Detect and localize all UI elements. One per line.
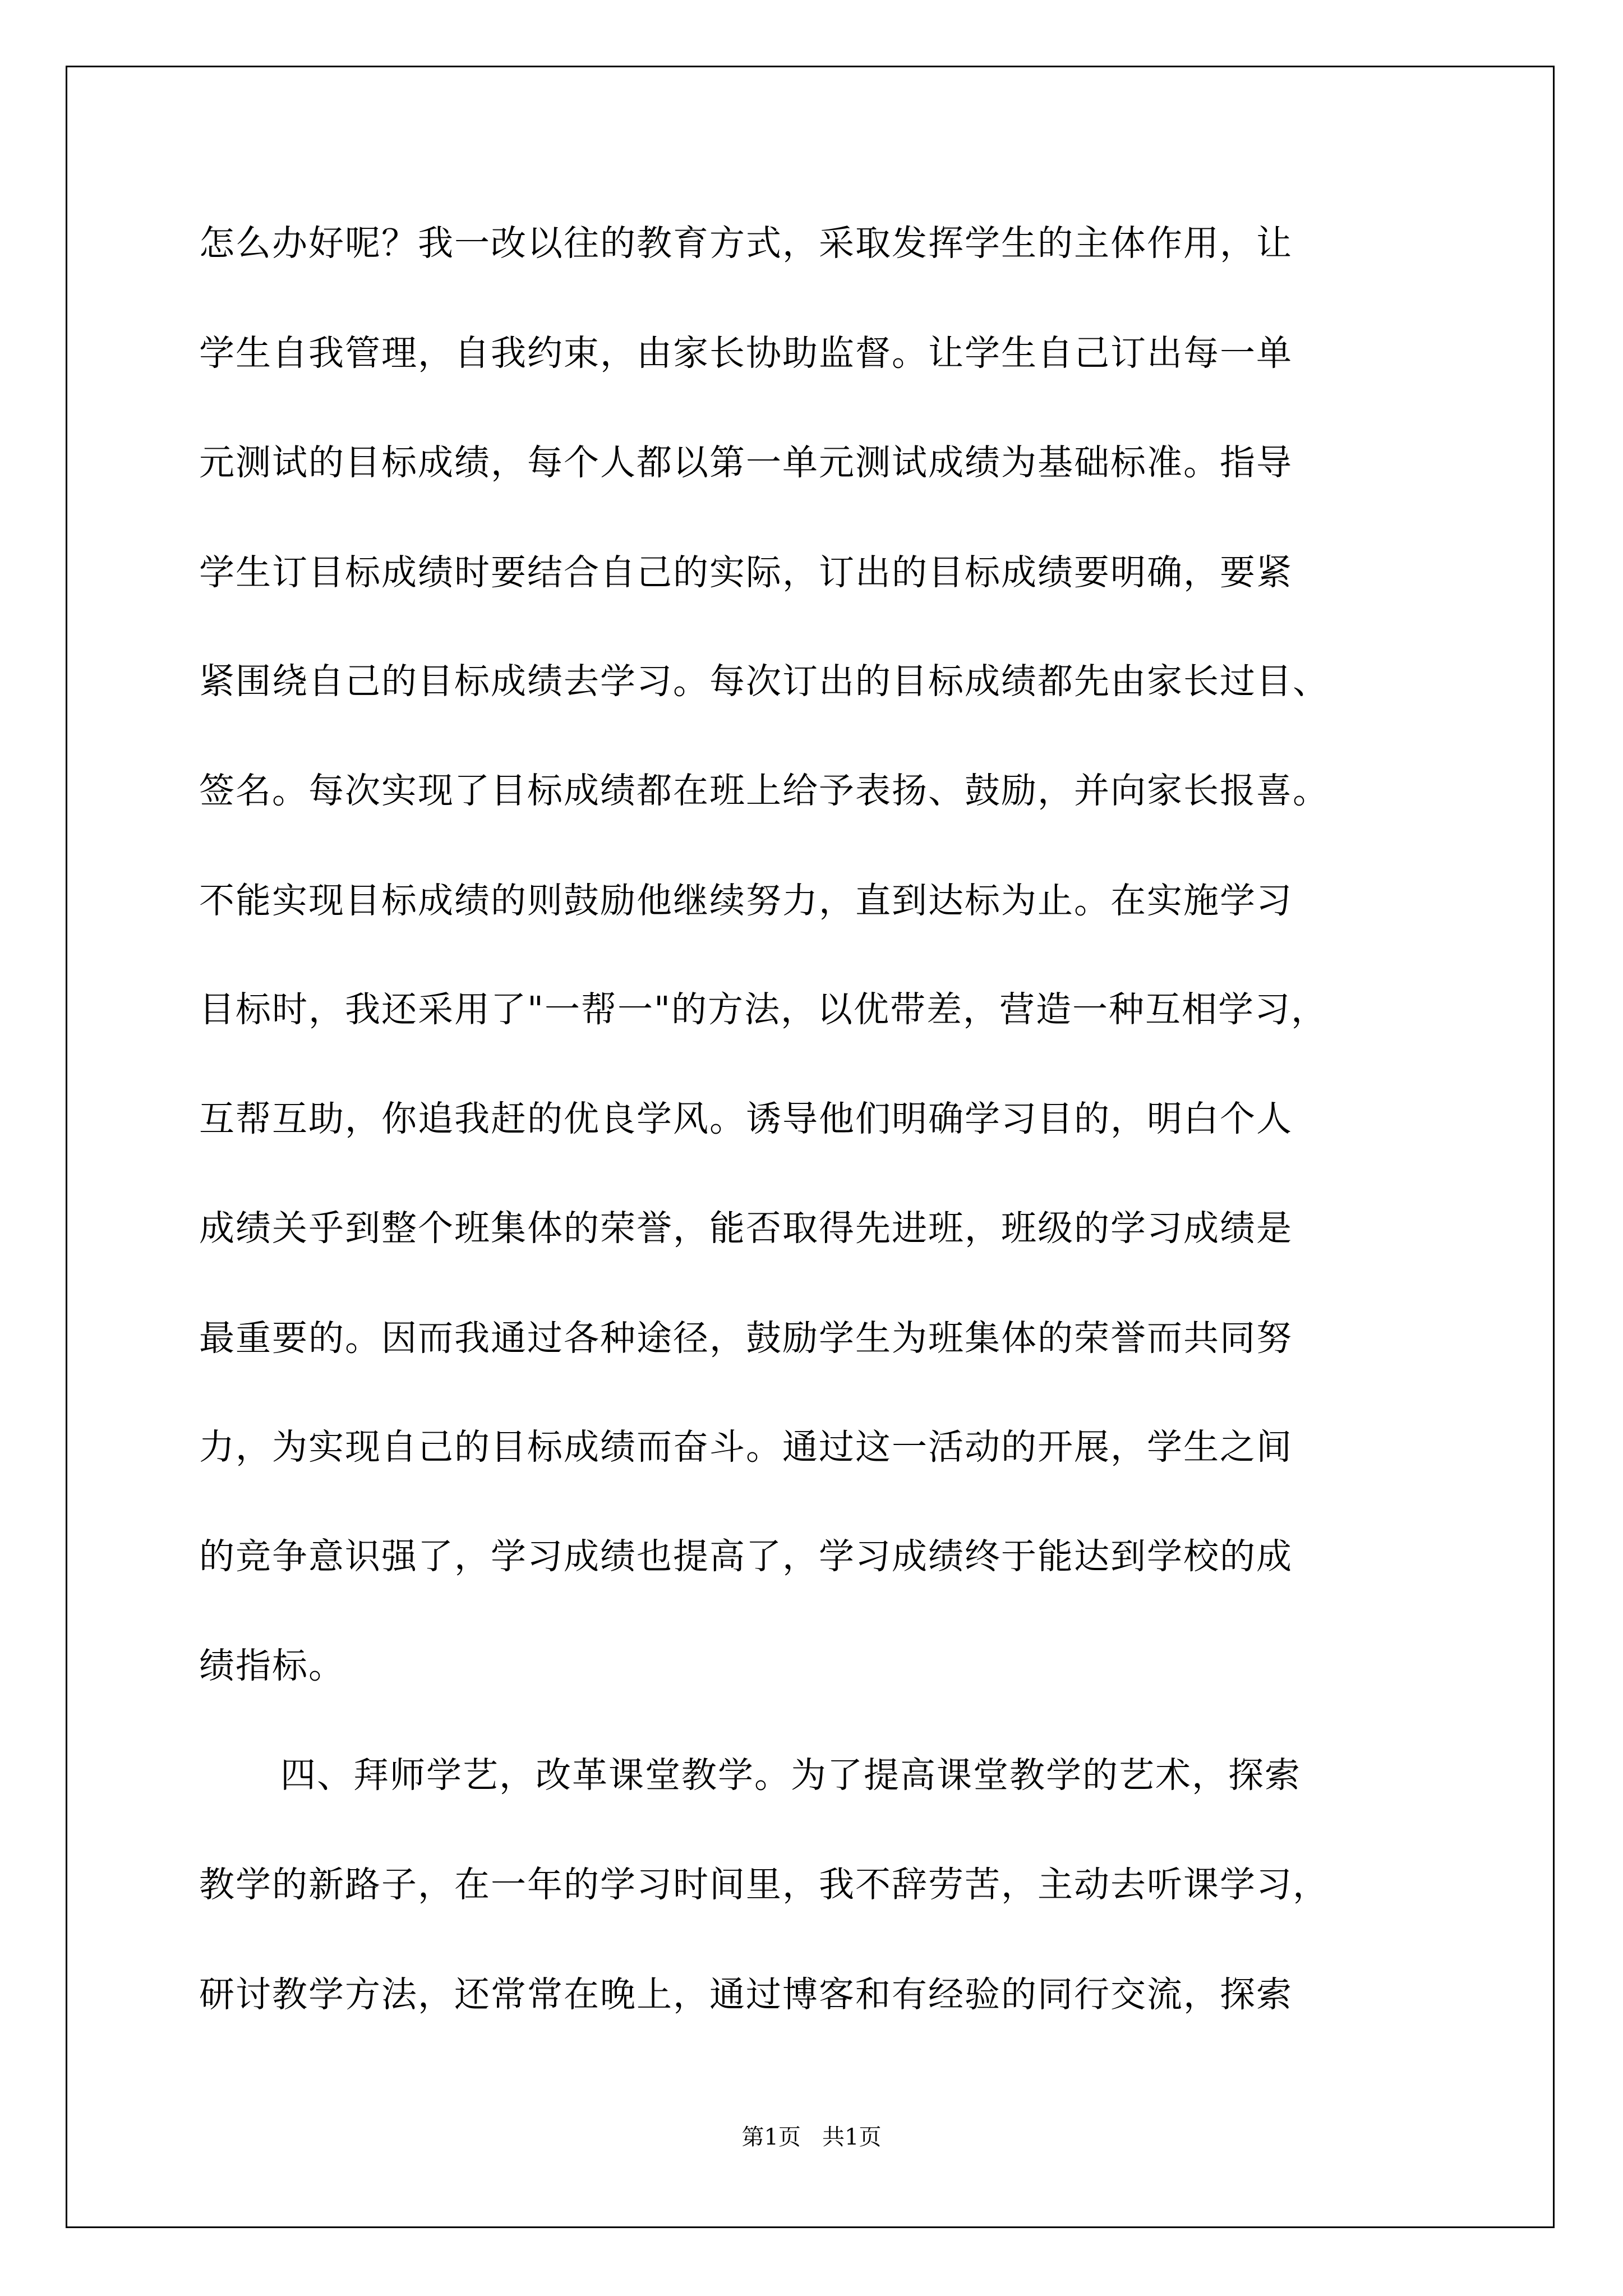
paragraph-line: 目标时，我还采用了"一帮一"的方法，以优带差，营造一种互相学习， xyxy=(199,989,1327,1030)
paragraph-line: 绩指标。 xyxy=(199,1645,345,1686)
paragraph-line: 学生订目标成绩时要结合自己的实际，订出的目标成绩要明确，要紧 xyxy=(199,552,1293,593)
paragraph-line: 怎么办好呢？我一改以往的教育方式，采取发挥学生的主体作用，让 xyxy=(199,223,1293,264)
paragraph-line: 力，为实现自己的目标成绩而奋斗。通过这一活动的开展，学生之间 xyxy=(199,1427,1293,1467)
paragraph-line: 四、拜师学艺，改革课堂教学。为了提高课堂教学的艺术，探索 xyxy=(280,1755,1301,1796)
paragraph-line: 教学的新路子，在一年的学习时间里，我不辞劳苦，主动去听课学习， xyxy=(199,1864,1329,1905)
paragraph-line: 最重要的。因而我通过各种途径，鼓励学生为班集体的荣誉而共同努 xyxy=(199,1318,1293,1359)
paragraph-line: 研讨教学方法，还常常在晚上，通过博客和有经验的同行交流，探索 xyxy=(199,1974,1293,2015)
paragraph-line: 学生自我管理，自我约束，由家长协助监督。让学生自己订出每一单 xyxy=(199,333,1293,374)
paragraph-line: 不能实现目标成绩的则鼓励他继续努力，直到达标为止。在实施学习 xyxy=(199,880,1293,921)
paragraph-line: 的竞争意识强了，学习成绩也提高了，学习成绩终于能达到学校的成 xyxy=(199,1536,1293,1577)
paragraph-line: 互帮互助，你追我赶的优良学风。诱导他们明确学习目的，明白个人 xyxy=(199,1098,1293,1139)
paragraph-line: 元测试的目标成绩，每个人都以第一单元测试成绩为基础标准。指导 xyxy=(199,442,1293,483)
page-number-footer: 第1页 共1页 xyxy=(741,2124,882,2150)
paragraph-line: 签名。每次实现了目标成绩都在班上给予表扬、鼓励，并向家长报喜。 xyxy=(199,770,1329,811)
paragraph-line: 紧围绕自己的目标成绩去学习。每次订出的目标成绩都先由家长过目、 xyxy=(199,661,1329,702)
paragraph-line: 成绩关乎到整个班集体的荣誉，能否取得先进班，班级的学习成绩是 xyxy=(199,1208,1293,1249)
